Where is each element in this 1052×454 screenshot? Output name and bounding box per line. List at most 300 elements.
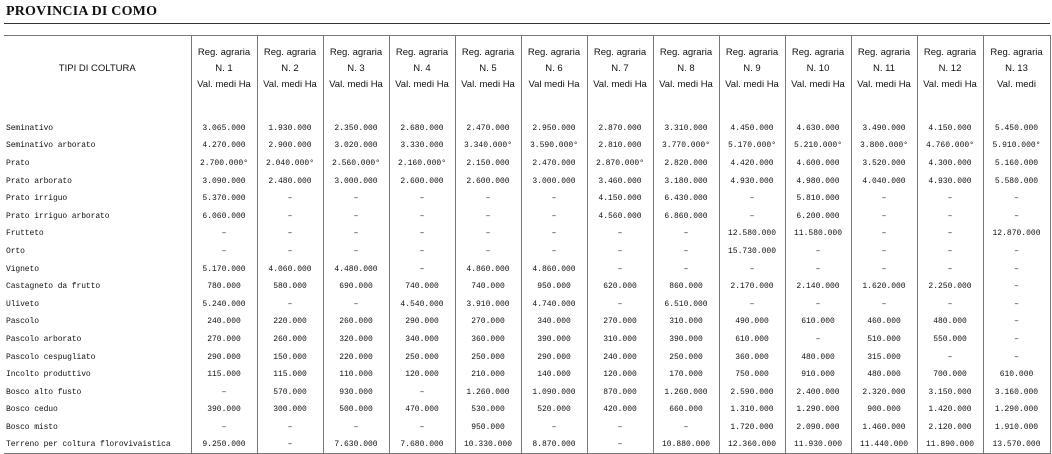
value-cell: 3.000.000 [323,172,389,190]
value-cell: 3.460.000 [587,172,653,190]
value-cell: 170.000 [653,366,719,384]
value-cell: 10.330.000 [455,436,521,454]
region-header-line: Val. medi Ha [659,79,713,90]
crop-type-cell: Frutteto [4,225,191,243]
value-cell: – [191,225,257,243]
value-cell: 220.000 [257,313,323,331]
value-cell: – [719,260,785,278]
value-cell: – [257,296,323,314]
value-cell: – [851,225,917,243]
value-cell: – [587,260,653,278]
crop-type-cell: Orto [4,243,191,261]
value-cell: 4.600.000 [785,155,851,173]
value-cell: 270.000 [587,313,653,331]
value-cell: 2.040.000° [257,155,323,173]
crop-type-cell: Bosco misto [4,419,191,437]
value-cell: 110.000 [323,366,389,384]
region-header-line: N. 12 [938,63,962,74]
value-cell: 4.150.000 [917,120,983,138]
value-cell: 115.000 [257,366,323,384]
value-cell: – [917,296,983,314]
value-cell: 2.140.000 [785,278,851,296]
crop-type-cell: Seminativo arborato [4,137,191,155]
value-cell: 1.910.000 [983,419,1050,437]
value-cell: 15.730.000 [719,243,785,261]
value-cell: 1.420.000 [917,401,983,419]
crop-type-cell: Pascolo cespugliato [4,348,191,366]
value-cell: 315.000 [851,348,917,366]
value-cell: 570.000 [257,384,323,402]
value-cell: – [389,419,455,437]
value-cell: 4.860.000 [521,260,587,278]
value-cell: 250.000 [653,348,719,366]
table-header-row [4,36,1050,103]
table-row [4,348,1050,366]
value-cell: – [653,419,719,437]
crop-type-cell: Bosco ceduo [4,401,191,419]
column-header-region-6 [521,36,587,103]
page-title: PROVINCIA DI COMO [6,4,158,19]
region-header-line: Val. medi Ha [395,79,449,90]
value-cell: 310.000 [653,313,719,331]
region-header-line: Val. medi Ha [197,79,251,90]
region-header-line: Reg. agraria [461,47,515,58]
value-cell: 2.680.000 [389,120,455,138]
value-cell: 6.060.000 [191,208,257,226]
table-row [4,331,1050,349]
value-cell: – [851,296,917,314]
value-cell: 2.250.000 [917,278,983,296]
value-cell: 860.000 [653,278,719,296]
table-row [4,366,1050,384]
value-cell: – [851,243,917,261]
value-cell: 3.590.000° [521,137,587,155]
value-cell: 260.000 [323,313,389,331]
value-cell: 310.000 [587,331,653,349]
value-cell: 3.490.000 [851,120,917,138]
value-cell: 11.440.000 [851,436,917,454]
region-header-line: Val. medi Ha [593,79,647,90]
region-header-line: N. 9 [743,63,761,74]
value-cell: 480.000 [851,366,917,384]
value-cell: – [257,208,323,226]
value-cell: 270.000 [191,331,257,349]
value-cell: – [917,260,983,278]
value-cell: 690.000 [323,278,389,296]
region-header-line: Reg. agraria [197,47,251,58]
value-cell: – [983,243,1050,261]
value-cell: 2.400.000 [785,384,851,402]
value-cell: – [983,278,1050,296]
value-cell: 12.580.000 [719,225,785,243]
value-cell: 530.000 [455,401,521,419]
value-cell: 4.930.000 [917,172,983,190]
region-header-line: N. 2 [281,63,299,74]
value-cell: 3.520.000 [851,155,917,173]
value-cell: 480.000 [785,348,851,366]
value-cell: – [389,190,455,208]
crop-type-cell: Incolto produttivo [4,366,191,384]
value-cell: 390.000 [521,331,587,349]
column-header-region-9 [719,36,785,103]
value-cell: 6.200.000 [785,208,851,226]
value-cell: 460.000 [851,313,917,331]
column-header-region-5 [455,36,521,103]
table-row [4,296,1050,314]
value-cell: – [389,225,455,243]
region-header-line: N. 13 [1005,63,1028,74]
value-cell: 740.000 [455,278,521,296]
value-cell: 2.600.000 [389,172,455,190]
value-cell: 260.000 [257,331,323,349]
table-row [4,243,1050,261]
value-cell: 150.000 [257,348,323,366]
crop-type-cell: Prato irriguo [4,190,191,208]
crop-type-cell: Uliveto [4,296,191,314]
value-cell: 550.000 [917,331,983,349]
crop-type-cell: Seminativo [4,120,191,138]
value-cell: 12.870.000 [983,225,1050,243]
value-cell: 11.890.000 [917,436,983,454]
value-cell: 13.570.000 [983,436,1050,454]
value-cell: 3.065.000 [191,120,257,138]
value-cell: 2.320.000 [851,384,917,402]
table-row [4,401,1050,419]
value-cell: 3.160.000 [983,384,1050,402]
header-spacer-row [4,102,1050,120]
value-cell: 4.060.000 [257,260,323,278]
value-cell: – [983,348,1050,366]
region-header-line: Val. medi Ha [725,79,779,90]
value-cell: 700.000 [917,366,983,384]
value-cell: 12.360.000 [719,436,785,454]
value-cell: 610.000 [983,366,1050,384]
value-cell: – [785,296,851,314]
crop-values-table [4,35,1051,454]
value-cell: 610.000 [785,313,851,331]
value-cell: 5.450.000 [983,120,1050,138]
value-cell: 4.300.000 [917,155,983,173]
value-cell: – [521,208,587,226]
value-cell: 900.000 [851,401,917,419]
value-cell: – [851,260,917,278]
value-cell: 3.000.000 [521,172,587,190]
value-cell: – [653,243,719,261]
value-cell: 120.000 [587,366,653,384]
table-row [4,278,1050,296]
region-header-line: Reg. agraria [791,47,845,58]
value-cell: 4.420.000 [719,155,785,173]
value-cell: 3.180.000 [653,172,719,190]
value-cell: 115.000 [191,366,257,384]
value-cell: 11.930.000 [785,436,851,454]
crop-type-cell: Prato [4,155,191,173]
value-cell: 660.000 [653,401,719,419]
region-header-line: N. 3 [347,63,365,74]
table-row [4,208,1050,226]
region-header-line: Reg. agraria [725,47,779,58]
value-cell: 140.000 [521,366,587,384]
value-cell: – [587,436,653,454]
region-header-line: N. 5 [479,63,497,74]
region-header-line: Val. medi Ha [857,79,911,90]
value-cell: – [785,260,851,278]
region-header-line: Reg. agraria [857,47,911,58]
value-cell: 2.090.000 [785,419,851,437]
region-header-line: Reg. agraria [923,47,977,58]
value-cell: 9.250.000 [191,436,257,454]
value-cell: – [587,225,653,243]
value-cell: 2.600.000 [455,172,521,190]
value-cell: 5.160.000 [983,155,1050,173]
value-cell: 3.770.000° [653,137,719,155]
value-cell: – [983,331,1050,349]
value-cell: – [323,190,389,208]
region-header-line: Reg. agraria [329,47,383,58]
value-cell: – [323,225,389,243]
value-cell: – [983,208,1050,226]
value-cell: 2.950.000 [521,120,587,138]
value-cell: – [917,208,983,226]
value-cell: – [191,243,257,261]
value-cell: 290.000 [389,313,455,331]
value-cell: – [851,208,917,226]
value-cell: 300.000 [257,401,323,419]
value-cell: 2.810.000 [587,137,653,155]
value-cell: 4.980.000 [785,172,851,190]
value-cell: 5.370.000 [191,190,257,208]
value-cell: 930.000 [323,384,389,402]
value-cell: 510.000 [851,331,917,349]
value-cell: 4.150.000 [587,190,653,208]
value-cell: – [653,260,719,278]
value-cell: – [521,225,587,243]
value-cell: 4.630.000 [785,120,851,138]
value-cell: 210.000 [455,366,521,384]
value-cell: – [455,208,521,226]
crop-type-cell: Bosco alto fusto [4,384,191,402]
column-header-region-3 [323,36,389,103]
table-row [4,260,1050,278]
value-cell: 11.580.000 [785,225,851,243]
value-cell: 4.860.000 [455,260,521,278]
region-header-line: Reg. agraria [593,47,647,58]
value-cell: 290.000 [521,348,587,366]
value-cell: 3.910.000 [455,296,521,314]
value-cell: 1.930.000 [257,120,323,138]
value-cell: – [257,225,323,243]
value-cell: 8.870.000 [521,436,587,454]
value-cell: – [917,190,983,208]
value-cell: – [785,331,851,349]
value-cell: 2.870.000 [587,120,653,138]
value-cell: – [719,208,785,226]
value-cell: 3.310.000 [653,120,719,138]
value-cell: 740.000 [389,278,455,296]
value-cell: 2.470.000 [521,155,587,173]
value-cell: 470.000 [389,401,455,419]
value-cell: 870.000 [587,384,653,402]
value-cell: 5.810.000 [785,190,851,208]
value-cell: 5.210.000° [785,137,851,155]
value-cell: – [455,225,521,243]
column-header-region-7 [587,36,653,103]
value-cell: 4.930.000 [719,172,785,190]
value-cell: 580.000 [257,278,323,296]
value-cell: – [191,384,257,402]
value-cell: 2.700.000° [191,155,257,173]
value-cell: 780.000 [191,278,257,296]
value-cell: – [257,419,323,437]
crop-type-cell: Pascolo arborato [4,331,191,349]
column-header-region-10 [785,36,851,103]
value-cell: 420.000 [587,401,653,419]
value-cell: 5.910.000° [983,137,1050,155]
value-cell: 2.820.000 [653,155,719,173]
region-header-line: Val. medi Ha [923,79,977,90]
table-row [4,172,1050,190]
value-cell: 270.000 [455,313,521,331]
value-cell: 120.000 [389,366,455,384]
value-cell: 2.160.000° [389,155,455,173]
value-cell: 240.000 [191,313,257,331]
value-cell: 2.590.000 [719,384,785,402]
value-cell: 1.290.000 [983,401,1050,419]
value-cell: – [521,419,587,437]
region-header-line: Val. medi Ha [461,79,515,90]
value-cell: 4.270.000 [191,137,257,155]
value-cell: 2.350.000 [323,120,389,138]
value-cell: 3.090.000 [191,172,257,190]
value-cell: – [389,243,455,261]
value-cell: – [785,243,851,261]
value-cell: – [983,260,1050,278]
column-header-crop-type: TIPI DI COLTURA [4,36,191,103]
value-cell: 5.240.000 [191,296,257,314]
value-cell: 500.000 [323,401,389,419]
value-cell: 340.000 [389,331,455,349]
value-cell: – [851,190,917,208]
region-header-line: N. 1 [215,63,233,74]
value-cell: 3.330.000 [389,137,455,155]
value-cell: 250.000 [389,348,455,366]
table-row [4,120,1050,138]
value-cell: – [257,190,323,208]
value-cell: – [983,313,1050,331]
region-header-line: Val. medi Ha [263,79,317,90]
value-cell: 5.170.000° [719,137,785,155]
region-header-line: Reg. agraria [263,47,317,58]
region-header-line: Val. medi [997,79,1036,90]
region-header-line: Reg. agraria [659,47,713,58]
table-row [4,436,1050,454]
table-row [4,190,1050,208]
value-cell: – [983,190,1050,208]
value-cell: 2.120.000 [917,419,983,437]
crop-type-cell: Prato arborato [4,172,191,190]
value-cell: 360.000 [719,348,785,366]
value-cell: – [323,208,389,226]
value-cell: 1.260.000 [455,384,521,402]
value-cell: – [587,296,653,314]
value-cell: 6.510.000 [653,296,719,314]
value-cell: 250.000 [455,348,521,366]
value-cell: – [323,243,389,261]
value-cell: – [653,225,719,243]
value-cell: 5.580.000 [983,172,1050,190]
value-cell: 490.000 [719,313,785,331]
value-cell: – [521,243,587,261]
value-cell: 520.000 [521,401,587,419]
value-cell: 360.000 [455,331,521,349]
region-header-line: Val. medi Ha [329,79,383,90]
value-cell: 2.150.000 [455,155,521,173]
value-cell: – [917,225,983,243]
value-cell: – [719,296,785,314]
value-cell: 4.740.000 [521,296,587,314]
value-cell: 1.460.000 [851,419,917,437]
table-row [4,137,1050,155]
value-cell: – [587,419,653,437]
region-header-line: Reg. agraria [395,47,449,58]
value-cell: 4.480.000 [323,260,389,278]
value-cell: 290.000 [191,348,257,366]
table-row [4,155,1050,173]
value-cell: 2.560.000° [323,155,389,173]
value-cell: 6.430.000 [653,190,719,208]
crop-type-cell: Vigneto [4,260,191,278]
value-cell: 2.470.000 [455,120,521,138]
region-header-line: N. 8 [677,63,695,74]
region-header-line: Reg. agraria [527,47,581,58]
value-cell: 1.620.000 [851,278,917,296]
value-cell: 3.340.000° [455,137,521,155]
region-header-line: N. 4 [413,63,431,74]
value-cell: 390.000 [653,331,719,349]
value-cell: 5.170.000 [191,260,257,278]
value-cell: 1.290.000 [785,401,851,419]
region-header-line: Val. medi Ha [791,79,845,90]
value-cell: – [257,243,323,261]
value-cell: 910.000 [785,366,851,384]
value-cell: 4.450.000 [719,120,785,138]
value-cell: – [521,190,587,208]
region-header-line: N. 11 [872,63,895,74]
region-header-line: N. 10 [806,63,830,74]
value-cell: – [455,243,521,261]
value-cell: 390.000 [191,401,257,419]
value-cell: – [257,436,323,454]
value-cell: 950.000 [521,278,587,296]
value-cell: 950.000 [455,419,521,437]
crop-type-cell: Castagneto da frutto [4,278,191,296]
value-cell: 3.020.000 [323,137,389,155]
column-header-region-8 [653,36,719,103]
value-cell: 750.000 [719,366,785,384]
value-cell: 3.800.000° [851,137,917,155]
value-cell: – [455,190,521,208]
region-header-line: N. 7 [611,63,629,74]
region-header-line: N. 6 [545,63,563,74]
value-cell: 3.150.000 [917,384,983,402]
value-cell: – [719,190,785,208]
crop-type-cell: Prato irriguo arborato [4,208,191,226]
value-cell: 340.000 [521,313,587,331]
value-cell: 2.870.000° [587,155,653,173]
value-cell: 620.000 [587,278,653,296]
value-cell: 7.630.000 [323,436,389,454]
value-cell: 1.090.000 [521,384,587,402]
